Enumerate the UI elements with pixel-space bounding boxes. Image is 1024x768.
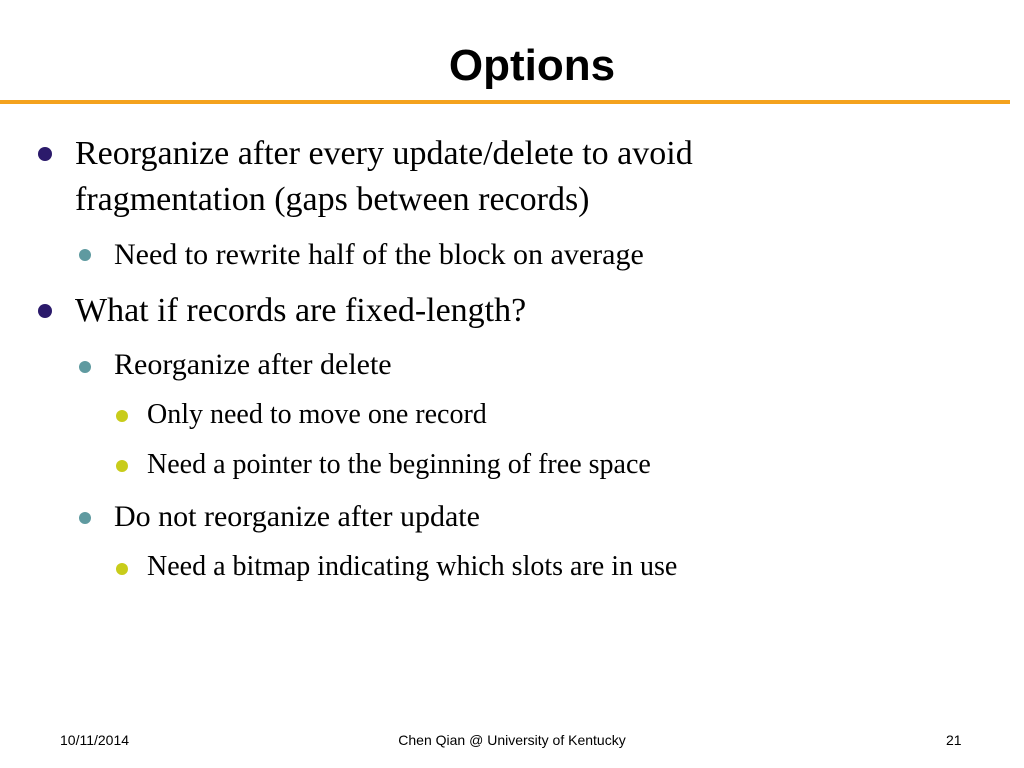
- bullet-2-sub-1-item-2: Need a pointer to the beginning of free space: [147, 449, 651, 480]
- bullet-dot-level3: [116, 410, 128, 422]
- footer-author: Chen Qian @ University of Kentucky: [398, 732, 626, 748]
- bullet-1-sub-1: Need to rewrite half of the block on average: [114, 238, 644, 271]
- bullet-dot-level2: [79, 512, 91, 524]
- bullet-dot-level1: [38, 304, 52, 318]
- bullet-2-sub-1-item-1: Only need to move one record: [147, 399, 487, 430]
- bullet-2: What if records are fixed-length?: [75, 292, 527, 329]
- bullet-1-line-2: fragmentation (gaps between records): [75, 181, 590, 218]
- bullet-dot-level3: [116, 460, 128, 472]
- footer-date: 10/11/2014: [60, 732, 130, 748]
- bullet-2-sub-2: Do not reorganize after update: [114, 500, 480, 533]
- footer-page-number: 21: [946, 732, 962, 748]
- bullet-dot-level1: [38, 147, 52, 161]
- bullet-dot-level3: [116, 563, 128, 575]
- bullet-dot-level2: [79, 361, 91, 373]
- slide-title: Options: [448, 41, 616, 90]
- bullet-dot-level2: [79, 249, 91, 261]
- bullet-2-sub-1: Reorganize after delete: [114, 348, 392, 381]
- bullet-1-line-1: Reorganize after every update/delete to avoid: [75, 135, 693, 172]
- bullet-2-sub-2-item-1: Need a bitmap indicating which slots are in use: [147, 551, 678, 582]
